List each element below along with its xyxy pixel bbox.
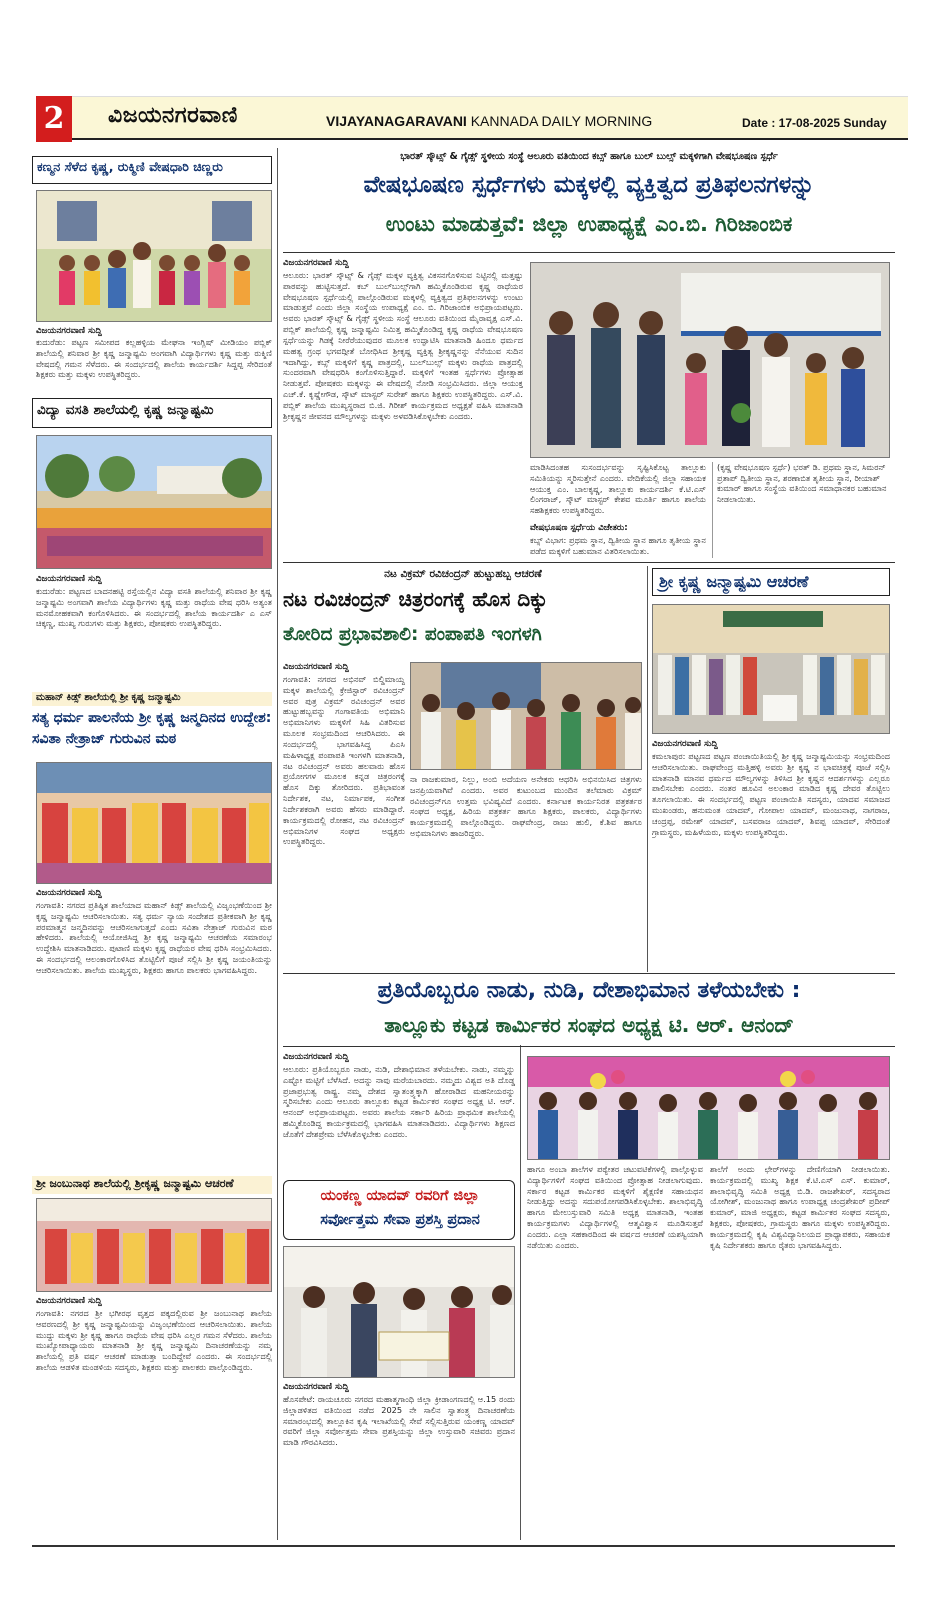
masthead-title-en: VIJAYANAGARAVANI bbox=[326, 113, 467, 129]
left-story-4-credit: ವಿಜಯನಗರವಾಣಿ ಸುದ್ದಿ bbox=[36, 1296, 102, 1306]
left-story-3-headline: ಸತ್ಯ ಧರ್ಮ ಪಾಲನೆಯ ಶ್ರೀ ಕೃಷ್ಣ ಜನ್ಮದಿನದ ಉದ್ದೇಶ: ಸವಿತಾ ನೇತ್ರಾಜ್ ಗುರುವಿನ ಮಠ bbox=[32, 710, 272, 747]
top-story-body-left: ಆಲೂರು: ಭಾರತ್ ಸ್ಕೌಟ್ಸ್ & ಗೈಡ್ಸ್ ಮಕ್ಕಳ ವ್ಯಕ್ತಿತ್ವ ವಿಕಸನಗೊಳಿಸುವ ನಿಟ್ಟಿನಲ್ಲಿ ಮತ್ತಷ್ಟು ಪಾಠವನ್ನು ಹುಟ್ಟಿಸುತ್ತದೆ. ಕಬ್ ಬುಲ್‌ಬುಲ್ಸ್‌ಗಾಗಿ ಹಮ್ಮಿಕೊಂಡಿರುವ ಕೃಷ್ಣ ರಾಧೆಯರ ವೇಷಭೂಷಣ ಸ್ಪರ್ಧೆಯಲ್ಲಿ ಪಾಲ್ಗೊಂಡಿರುವ ಮಕ್ಕಳಲ್ಲಿ ವ್ಯಕ್ತಿತ್ವದ ಪ್ರತಿಫಲನಗಳನ್ನು ಉಂಟು ಮಾಡುತ್ತವೆ ಎಂದು ಜಿಲ್ಲಾ ಸಂಸ್ಥೆಯ ಉಪಾಧ್ಯಕ್ಷೆ ಎಂ. ಬಿ. ಗಿರಿಜಾಂಬಿಕ ಅಭಿಪ್ರಾಯಪಟ್ಟರು. ಅವರು ಭಾರತ್ ಸ್ಕೌಟ್ಸ್ & ಗೈಡ್ಸ್ ಸ್ಥಳೀಯ ಸಂಸ್ಥೆ ಆಲೂರು ವತಿಯಿಂದ ಮೈರಾವೃಕ್ಷ ಎಸ್.ವಿ. ಪಬ್ಲಿಕ್ ಶಾಲೆಯಲ್ಲಿ ಕೃಷ್ಣ ಜನ್ಮಾಷ್ಟಮಿ ನಿಮಿತ್ತ ಹಮ್ಮಿಕೊಂಡಿದ್ದ ಕೃಷ್ಣ ರಾಧೆಯ ವೇಷಭೂಷಣ ಸ್ಪರ್ಧೆಯನ್ನು ಗಿಡಕ್ಕೆ ನೀರೆರೆಯುವುದರ ಮೂಲಕ ಉದ್ಘಾಟಿಸಿ ಮಾತನಾಡಿ ಹಿಂದೂ ಧರ್ಮದ ಮಹತ್ವ ಗ್ರಂಥ ಭಗವದ್ಗೀತೆ ಬೋಧಿಸಿದ ಶ್ರೀಕೃಷ್ಣ ವ್ಯಕ್ತಿತ್ವ ಶ್ರೀಕೃಷ್ಣನನ್ನು ನೆನೆಯುವ ಸುದಿನ ಇದಾಗಿದ್ದು, ಕಬ್ಸ್ ಮಕ್ಕಳಿಗೆ ಕೃಷ್ಣ ಪಾತ್ರದಲ್ಲಿ, ಬುಲ್‌ಬುಲ್ಸ್ ಮಕ್ಕಳು ರಾಧೆಯ ಪಾತ್ರದಲ್ಲಿ ಸುಂದರವಾಗಿ ವೇಷಧರಿಸಿ ಕಂಗೊಳಿಸುತ್ತಿದ್ದಾರೆ. ಮಕ್ಕಳಿಗೆ ಇಂತಹ ಸ್ಪರ್ಧೆಗಳು ಪ್ರೋತ್ಸಾಹ ನೀಡುತ್ತವೆ. ಪೋಷಕರು ಮಕ್ಕಳನ್ನು ಈ ವೇಷದಲ್ಲಿ ನೋಡಿ ಸಂಭ್ರಮಿಸಿದರು. ಜಿಲ್ಲಾ ಆಯುಕ್ತ ಎಚ್.ಕೆ. ಕೃಷ್ಣೇಗೌಡ, ಸ್ಕೌಟ್ ಮಾಸ್ಟರ್ ಸುರೇಶ್ ಹಾಗೂ ಶಿಕ್ಷಕರು ಉಪಸ್ಥಿತರಿದ್ದರು. ಎಸ್.ವಿ. ಪಬ್ಲಿಕ್ ಶಾಲೆಯ ಮುಖ್ಯಸ್ಥರಾದ ಬಿ.ಜಿ. ಗಿರೀಶ್ ಕಾರ್ಯಕ್ರಮದ ಅಧ್ಯಕ್ಷತೆ ವಹಿಸಿ ಮಾತನಾಡಿ ಶ್ರೀಕೃಷ್ಣನ ಜೀವನದ ಮೌಲ್ಯಗಳನ್ನು ಮಕ್ಕಳು ಅಳವಡಿಸಿಕೊಳ್ಳಬೇಕು ಎಂದರು. bbox=[283, 270, 523, 421]
column-divider bbox=[277, 148, 278, 1540]
top-story-body-middle: ಮಾಡಿಸಿದಂತಹ ಸುಸಂದರ್ಭವನ್ನು ಸೃಷ್ಟಿಸಿಕೊಟ್ಟ ತಾಲ್ಲೂಕು ಸಮಿತಿಯನ್ನು ಸ್ಮರಿಸುತ್ತೇನೆ ಎಂದರು. ವೇದಿಕೆಯಲ್ಲಿ ಜಿಲ್ಲಾ ಸಹಾಯಕ ಆಯುಕ್ತ ಎಂ. ಬಾಲಕೃಷ್ಣ, ತಾಲ್ಲೂಕು ಕಾರ್ಯದರ್ಶಿ ಕೆ.ಟಿ.ಎಸ್ ಲಿಂಗರಾಜ್, ಸ್ಕೌಟ್ ಮಾಸ್ಟರ್ ಕೇಶವ ಮೂರ್ತಿ ಹಾಗೂ ಶಾಲೆಯ ಸಹಶಿಕ್ಷಕರು ಉಪಸ್ಥಿತರಿದ್ದರು. bbox=[530, 462, 706, 516]
ravichandran-credit: ವಿಜಯನಗರವಾಣಿ ಸುದ್ದಿ bbox=[283, 662, 349, 672]
scouts-event-photo bbox=[530, 262, 890, 458]
winners-label: ವೇಷಭೂಷಣ ಸ್ಪರ್ಧೆಯ ವಿಜೇತರು: bbox=[530, 523, 628, 533]
award-ceremony-photo bbox=[283, 1246, 515, 1378]
pride-headline-line-1: ಪ್ರತಿಯೊಬ್ಬರೂ ನಾಡು, ನುಡಿ, ದೇಶಾಭಿಮಾನ ತಳೆಯಬೇಕು : bbox=[377, 978, 801, 1003]
left-story-4-headline: ಶ್ರೀ ಜಂಬುನಾಥ ಶಾಲೆಯಲ್ಲಿ ಶ್ರೀಕೃಷ್ಣ ಜನ್ಮಾಷ್ಟಮಿ ಆಚರಣೆ bbox=[32, 1176, 272, 1194]
panchayat-celebration-photo bbox=[652, 604, 890, 734]
top-story-body-middle-2: ಕಬ್ಸ್ ವಿಭಾಗ: ಪ್ರಥಮ ಸ್ಥಾನ, ದ್ವಿತೀಯ ಸ್ಥಾನ ಹಾಗೂ ತೃತೀಯ ಸ್ಥಾನ ಪಡೆದ ಮಕ್ಕಳಿಗೆ ಬಹುಮಾನ ವಿತರಿಸಲಾಯಿತು. bbox=[530, 535, 706, 556]
top-story-credit: ವಿಜಯನಗರವಾಣಿ ಸುದ್ದಿ bbox=[283, 258, 349, 268]
janmashtami-right-headline: ಶ್ರೀ ಕೃಷ್ಣ ಜನ್ಮಾಷ್ಟಮಿ ಆಚರಣೆ bbox=[652, 568, 890, 596]
left-story-3-credit: ವಿಜಯನಗರವಾಣಿ ಸುದ್ದಿ bbox=[36, 888, 102, 898]
ravichandran-body-right: ನಾ ರಾಜಕುಮಾರ, ನಿಲ್ಲು, ಅಂಬಿ ಅದೆಯಣ ಅನೇಕರು ಆಧರಿಸಿ ಅಭಿನಯಿಸಿದ ಚಿತ್ರಗಳು ಜನಪ್ರಿಯವಾಗಿವೆ ಎಂದರು. ಅವರ ಕುಟುಂಬದ ಮುಂದಿನ ತಲೆಮಾರು ವಿಕ್ರಮ್ ರವಿಚಂದ್ರನ್‌ಗೂ ಉತ್ತಮ ಭವಿಷ್ಯವಿದೆ ಎಂದರು. ಕರ್ನಾಟಕ ಕಾರ್ಯನಿರತ ಪತ್ರಕರ್ತರ ಸಂಘದ ಅಧ್ಯಕ್ಷ, ಹಿರಿಯ ಪತ್ರಕರ್ತ ಹಾಗೂ ಶಿಕ್ಷಕರು, ಪಾಲಕರು, ವಿದ್ಯಾರ್ಥಿಗಳು ಕಾರ್ಯಕ್ರಮದಲ್ಲಿ ಪಾಲ್ಗೊಂಡಿದ್ದರು. ರಾಘವೇಂದ್ರ, ರಾಜು ಹುಲಿ, ಕೆ.ಶಿವ ಹಾಗೂ ಅಭಿಮಾನಿಗಳು ಹಾಜರಿದ್ದರು. bbox=[410, 774, 642, 839]
vidya-school-photo bbox=[36, 435, 272, 569]
left-story-1-body: ಕುದುರೆಡು: ಪಟ್ಟಣ ಸಮೀಪದ ಕಲ್ಲಹಳ್ಳಿಯ ಮೇಘನಾ ಇಂಗ್ಲಿಷ್ ಮೀಡಿಯಂ ಪಬ್ಲಿಕ್ ಶಾಲೆಯಲ್ಲಿ ಶನಿವಾರ ಶ್ರೀ ಕೃಷ್ಣ ಜನ್ಮಾಷ್ಟಮಿ ಅಂಗವಾಗಿ ವಿದ್ಯಾರ್ಥಿಗಳು ಕೃಷ್ಣ ಮತ್ತು ರುಕ್ಮಿಣಿ ವೇಷದಲ್ಲಿ ಗಮನ ಸೆಳೆದರು. ಈ ಸಂದರ್ಭದಲ್ಲಿ ಶಾಲೆಯ ಕಾರ್ಯದರ್ಶಿ ಸಿದ್ದಪ್ಪ ಸೇರಿದಂತೆ ಶಿಕ್ಷಕರು ಮತ್ತು ಮಕ್ಕಳು ಉಪಸ್ಥಿತರಿದ್ದರು. bbox=[36, 337, 272, 380]
column-divider bbox=[520, 1045, 521, 1540]
divider bbox=[283, 252, 895, 253]
award-headline-line-2: ಸರ್ವೋತ್ತಮ ಸೇವಾ ಪ್ರಶಸ್ತಿ ಪ್ರದಾನ bbox=[320, 1212, 480, 1228]
ravichandran-headline-line-1: ನಟ ರವಿಚಂದ್ರನ್ ಚಿತ್ರರಂಗಕ್ಕೆ ಹೊಸ ದಿಕ್ಕು bbox=[283, 588, 548, 611]
top-story-headline-line-2: ಉಂಟು ಮಾಡುತ್ತವೆ: ಜಿಲ್ಲಾ ಉಪಾಧ್ಯಕ್ಷೆ ಎಂ.ಬಿ. ಗಿರಿಜಾಂಬಿಕ bbox=[385, 212, 793, 236]
left-story-3-body: ಗಂಗಾವತಿ: ನಗರದ ಪ್ರತಿಷ್ಠಿತ ಶಾಲೆಯಾದ ಮಹಾನ್ ಕಿಡ್ಸ್ ಶಾಲೆಯಲ್ಲಿ ವಿಜೃಂಭಣೆಯಿಂದ ಶ್ರೀ ಕೃಷ್ಣ ಜನ್ಮಾಷ್ಟಮಿ ಆಚರಿಸಲಾಯಿತು. ಸತ್ಯ ಧರ್ಮ ನ್ಯಾಯ ಸಂದೇಶದ ಪ್ರತೀಕವಾಗಿ ಶ್ರೀ ಕೃಷ್ಣ ಪರಮಾತ್ಮನ ಜನ್ಮದಿನವನ್ನು ಆಚರಿಸಲಾಗುತ್ತದೆ ಎಂದು ಸವಿತಾ ನೇತ್ರಾಜ್ ಗುರುವಿನ ಮಠ ಹೇಳಿದರು. ಶಾಲೆಯಲ್ಲಿ ಆಯೋಜಿಸಿದ್ದ ಶ್ರೀ ಕೃಷ್ಣ ಜನ್ಮಾಷ್ಟಮಿ ಆಚರಣೆಯ ಸಮಾರಂಭ ಉದ್ದೇಶಿಸಿ ಮಾತನಾಡಿದರು. ಪುಟಾಣಿ ಮಕ್ಕಳು ಕೃಷ್ಣ ರಾಧೆಯರ ವೇಷ ಧರಿಸಿ ಸಂಭ್ರಮಿಸಿದರು. ಈ ಸಂದರ್ಭದಲ್ಲಿ ಆಲಂಕಾರಗೊಳಿಸಿದ ತೊಟ್ಟಿಲಿಗೆ ಪೂಜೆ ಸಲ್ಲಿಸಿ ಶ್ರೀ ಕೃಷ್ಣ ಜಯಂತಿಯನ್ನು ಆಚರಿಸಲಾಯಿತು. ಶಾಲೆಯ ಮುಖ್ಯಸ್ಥರು, ಶಿಕ್ಷಕರು ಹಾಗೂ ಪಾಲಕರು ಭಾಗವಹಿಸಿದ್ದರು. bbox=[36, 900, 272, 975]
page-bottom-rule bbox=[32, 1545, 895, 1547]
column-divider bbox=[647, 566, 648, 972]
divider bbox=[283, 562, 895, 563]
masthead-title-english bbox=[326, 113, 652, 129]
pride-body-top: ಆಲೂರು: ಪ್ರತಿಯೊಬ್ಬರೂ ನಾಡು, ನುಡಿ, ದೇಶಾಭಿಮಾನ ತಳೆಯಬೇಕು. ನಾಡು, ನಮ್ಮನ್ನು ಎಷ್ಟೋ ಮಟ್ಟಿಗೆ ಬೆಳೆಸಿದೆ. ಅದನ್ನು ನಾವು ಮರೆಯಬಾರದು. ನಮ್ಮದು ವಿಶ್ವದ ಅತಿ ದೊಡ್ಡ ಪ್ರಜಾಪ್ರಭುತ್ವ ರಾಷ್ಟ್ರ. ನಮ್ಮ ದೇಶದ ಸ್ವಾತಂತ್ರ್ಯಕ್ಕಾಗಿ ಹೋರಾಡಿದ ಮಹನೀಯರನ್ನು ಸ್ಮರಿಸಬೇಕು ಎಂದು ಆಲೂರು ತಾಲ್ಲೂಕು ಕಟ್ಟಡ ಕಾರ್ಮಿಕರ ಸಂಘದ ಅಧ್ಯಕ್ಷ ಟಿ. ಆರ್. ಆನಂದ್ ಅಭಿಪ್ರಾಯಪಟ್ಟರು. ಅವರು ಶಾಲೆಯ ಸರ್ಕಾರಿ ಹಿರಿಯ ಪ್ರಾಥಮಿಕ ಶಾಲೆಯಲ್ಲಿ ಹಮ್ಮಿಕೊಂಡಿದ್ದ ಕಾರ್ಯಕ್ರಮದಲ್ಲಿ ಭಾಗವಹಿಸಿ ಮಾತನಾಡಿದರು. ವಿದ್ಯಾರ್ಥಿಗಳು ಶಿಕ್ಷಣದ ಜೊತೆಗೆ ದೇಶಪ್ರೇಮ ಬೆಳೆಸಿಕೊಳ್ಳಬೇಕು ಎಂದರು. bbox=[283, 1064, 515, 1139]
ravichandran-headline-line-2: ತೋರಿದ ಪ್ರಭಾವಶಾಲಿ: ಪಂಪಾಪತಿ ಇಂಗಳಗಿ bbox=[283, 624, 542, 645]
pride-body-middle: ಹಾಗೂ ಅಂಬಾ ಶಾಲೆಗಳ ಪಠ್ಯೇತರ ಚಟುವಟಿಕೆಗಳಲ್ಲಿ ಪಾಲ್ಗೊಳ್ಳುವ ವಿದ್ಯಾರ್ಥಿಗಳಿಗೆ ಸಂಘದ ವತಿಯಿಂದ ಪ್ರೋತ್ಸಾಹ ನೀಡಲಾಗುವುದು. ಸರ್ಕಾರ ಕಟ್ಟಡ ಕಾರ್ಮಿಕರ ಮಕ್ಕಳಿಗೆ ಶೈಕ್ಷಣಿಕ ಸಹಾಯಧನ ನೀಡುತ್ತಿದ್ದು ಅದನ್ನು ಸದುಪಯೋಗಪಡಿಸಿಕೊಳ್ಳಬೇಕು. ಶಾಲಾಭಿವೃದ್ಧಿ ಹಾಗೂ ಮೇಲುಸ್ತುವಾರಿ ಸಮಿತಿ ಅಧ್ಯಕ್ಷ ಮಾತನಾಡಿ, ಇಂತಹ ಕಾರ್ಯಕ್ರಮಗಳು ವಿದ್ಯಾರ್ಥಿಗಳಲ್ಲಿ ಆತ್ಮವಿಶ್ವಾಸ ಮೂಡಿಸುತ್ತವೆ ಎಂದರು. ಎಲ್ಲಾ ಸಹಕಾರದಿಂದ ಈ ವರ್ಷದ ಆಚರಣೆ ಯಶಸ್ವಿಯಾಗಿ ನಡೆಯಿತು ಎಂದರು. bbox=[527, 1164, 703, 1250]
top-story-kicker: ಭಾರತ್ ಸ್ಕೌಟ್ಸ್ & ಗೈಡ್ಸ್ ಸ್ಥಳೀಯ ಸಂಸ್ಥೆ ಆಲೂರು ವತಿಯಿಂದ ಕಬ್ಸ್ ಹಾಗೂ ಬುಲ್ ಬುಲ್ಸ್ ಮಕ್ಕಳಿಗಾಗಿ ವೇಷಭೂಷಣ ಸ್ಪರ್ಧೆ bbox=[400, 152, 778, 162]
left-story-1-credit: ವಿಜಯನಗರವಾಣಿ ಸುದ್ದಿ bbox=[36, 326, 102, 336]
left-story-2-body: ಕುದುರೆಡು: ಪಟ್ಟಣದ ಬಾದನಹಟ್ಟಿ ರಸ್ತೆಯಲ್ಲಿನ ವಿದ್ಯಾ ವಸತಿ ಶಾಲೆಯಲ್ಲಿ ಶನಿವಾರ ಶ್ರೀ ಕೃಷ್ಣ ಜನ್ಮಾಷ್ಟಮಿ ಅಂಗವಾಗಿ ಶಾಲೆಯ ವಿದ್ಯಾರ್ಥಿಗಳು ಕೃಷ್ಣ ಮತ್ತು ರಾಧೆಯ ವೇಷ ಧರಿಸಿ ಅತ್ಯಂತ ಮನಮೋಹಕವಾಗಿ ಕಂಗೊಳಿಸಿದರು. ಈ ಸಂದರ್ಭದಲ್ಲಿ ಶಾಲೆಯ ಕಾರ್ಯದರ್ಶಿ ಎ ಎಸ್ ಚಿಕ್ಕಣ್ಣ, ಮುಖ್ಯ ಗುರುಗಳು ಮತ್ತು ಶಿಕ್ಷಕರು, ಪೋಷಕರು ಉಪಸ್ಥಿತರಿದ್ದರು. bbox=[36, 586, 272, 629]
left-story-1-headline: ಕಣ್ಮನ ಸೆಳೆದ ಕೃಷ್ಣ, ರುಕ್ಮಿಣಿ ವೇಷಧಾರಿ ಚಿಣ್ಣರು bbox=[32, 156, 272, 184]
left-story-2-headline: ವಿದ್ಯಾ ವಸತಿ ಶಾಲೆಯಲ್ಲಿ ಕೃಷ್ಣ ಜನ್ಮಾಷ್ಟಮಿ bbox=[32, 398, 272, 428]
pride-event-photo bbox=[527, 1056, 890, 1160]
left-story-2-credit: ವಿಜಯನಗರವಾಣಿ ಸುದ್ದಿ bbox=[36, 574, 102, 584]
page-number: 2 bbox=[36, 96, 72, 142]
top-story-photo-caption: (ಕೃಷ್ಣ ವೇಷಭೂಷಣ ಸ್ಪರ್ಧೆ) ಭರತ್ ಡಿ. ಪ್ರಥಮ ಸ್ಥಾನ, ಸಿಮರನ್ ಪ್ರತಾಪ್ ದ್ವಿತೀಯ ಸ್ಥಾನ, ಶರಣಾಬಿತ ತೃತೀಯ ಸ್ಥಾನ, ರೀಯಾಶ್ ಕುಮಾರ್ ಹಾಗೂ ಸಂಸ್ಥೆಯ ವತಿಯಿಂದ ಸಮಾಧಾನಕರ ಬಹುಮಾನ ನೀಡಲಾಯಿತು. bbox=[712, 462, 890, 558]
kids-costume-photo bbox=[36, 190, 272, 322]
masthead-tagline: KANNADA DAILY MORNING bbox=[470, 113, 653, 129]
divider bbox=[283, 973, 895, 974]
left-story-3-kicker: ಮಹಾನ್ ಕಿಡ್ಸ್ ಶಾಲೆಯಲ್ಲಿ ಶ್ರೀ ಕೃಷ್ಣ ಜನ್ಮಾಷ್ಟಮಿ bbox=[32, 692, 272, 706]
ravichandran-body-left: ಗಂಗಾವತಿ: ನಗರದ ಅಭಿನವ್ ಬಿಲ್ಡಿಮಾಯ್ದ ಮಕ್ಕಳ ಶಾಲೆಯಲ್ಲಿ ಕ್ರೇಜಿಸ್ಟಾರ್ ರವಿಚಂದ್ರನ್ ಅವರ ಪುತ್ರ ವಿಕ್ರಮ್ ರವಿಚಂದ್ರನ್ ಅವರ ಹುಟ್ಟುಹಬ್ಬವನ್ನು ಗಂಗಾವತಿಯ ಅಭಿಮಾನಿ ಅಭಿಮಾನಿಗಳು ಮಕ್ಕಳಿಗೆ ಸಿಹಿ ವಿತರಿಸುವ ಮೂಲಕ ಸಂಭ್ರಮದಿಂದ ಆಚರಿಸಿದರು. ಈ ಸಂದರ್ಭದಲ್ಲಿ ಭಾಗವಹಿಸಿದ್ದ ಪಿಎಸಿ ಮಹಿಳಾಧ್ಯಕ್ಷ ಪಂಪಾಪತಿ ಇಂಗಳಗಿ ಮಾತನಾಡಿ, ನಟ ರವಿಚಂದ್ರನ್ ಅವರು ಹಲವಾರು ಹೊಸ ಪ್ರಯೋಗಗಳ ಮೂಲಕ ಕನ್ನಡ ಚಿತ್ರರಂಗಕ್ಕೆ ಹೊಸ ದಿಕ್ಕು ತೋರಿದರು. ಪ್ರತಿಭಾವಂತ ನಿರ್ದೇಶಕ, ನಟ, ನಿರ್ಮಾಪಕ, ಸಂಗೀತ ನಿರ್ದೇಶಕರಾಗಿ ಅವರು ಹೆಸರು ಮಾಡಿದ್ದಾರೆ. ಕಾರ್ಯಕ್ರಮದಲ್ಲಿ ರೋಹನ, ನಟ ರವಿಚಂದ್ರನ್ ಅಭಿಮಾನಿಗಳ ಸಂಘದ ಅಧ್ಯಕ್ಷರು ಉಪಸ್ಥಿತರಿದ್ದರು. bbox=[283, 674, 405, 847]
left-story-4-body: ಗಂಗಾವತಿ: ನಗರದ ಶ್ರೀ ಭಗೀರಥ ವೃತ್ತದ ಪಕ್ಕದಲ್ಲಿರುವ ಶ್ರೀ ಜಂಬುನಾಥ ಶಾಲೆಯ ಆವರಣದಲ್ಲಿ ಶ್ರೀ ಕೃಷ್ಣ ಜನ್ಮಾಷ್ಟಮಿಯನ್ನು ವಿಜೃಂಭಣೆಯಿಂದ ಆಚರಿಸಲಾಯಿತು. ಶಾಲೆಯ ಮುದ್ದು ಮಕ್ಕಳು ಶ್ರೀ ಕೃಷ್ಣ ಹಾಗೂ ರಾಧೆಯ ವೇಷ ಧರಿಸಿ ಎಲ್ಲರ ಗಮನ ಸೆಳೆದರು. ಶಾಲೆಯ ಮುಖ್ಯೋಪಾಧ್ಯಾಯರು ಮಾತನಾಡಿ ಶ್ರೀ ಕೃಷ್ಣ ಜನ್ಮಾಷ್ಟಮಿ ದಿನಾಚರಣೆಯನ್ನು ನಮ್ಮ ಶಾಲೆಯಲ್ಲಿ ಪ್ರತಿ ವರ್ಷ ಆಚರಣೆ ಮಾಡುತ್ತಾ ಬಂದಿದ್ದೇವೆ ಎಂದರು. ಈ ಸಂದರ್ಭದಲ್ಲಿ ಶಾಲೆಯ ಆಡಳಿತ ಮಂಡಳಿಯ ಸದಸ್ಯರು, ಶಿಕ್ಷಕರು ಮತ್ತು ಪಾಲಕರು ಪಾಲ್ಗೊಂಡಿದ್ದರು. bbox=[36, 1308, 272, 1373]
birthday-event-photo bbox=[410, 662, 642, 770]
award-body: ಹೊಸಪೇಟೆ: ರಾಯಚೂರು ನಗರದ ಮಹಾತ್ಮಗಾಂಧಿ ಜಿಲ್ಲಾ ಕ್ರೀಡಾಂಗಣದಲ್ಲಿ ಆ.15 ರಂದು ಜಿಲ್ಲಾಡಳಿತದ ವತಿಯಿಂದ ನಡೆದ 2025 ನೇ ಸಾಲಿನ ಸ್ವಾತಂತ್ರ್ಯ ದಿನಾಚರಣೆಯ ಸಮಾರಂಭದಲ್ಲಿ ತಾಲ್ಲೂಕಿನ ಕೃಷಿ ಇಲಾಖೆಯಲ್ಲಿ ಸೇವೆ ಸಲ್ಲಿಸುತ್ತಿರುವ ಯಂಕಣ್ಣ ಯಾದವ್ ರವರಿಗೆ ಜಿಲ್ಲಾ ಸರ್ವೋತ್ತಮ ಸೇವಾ ಪ್ರಶಸ್ತಿಯನ್ನು ಜಿಲ್ಲಾ ಉಸ್ತುವಾರಿ ಸಚಿವರು ಪ್ರದಾನ ಮಾಡಿ ಗೌರವಿಸಿದರು. bbox=[283, 1394, 515, 1448]
award-headline-line-1: ಯಂಕಣ್ಣ ಯಾದವ್ ರವರಿಗೆ ಜಿಲ್ಲಾ bbox=[320, 1188, 480, 1204]
divider bbox=[283, 1046, 895, 1047]
pride-credit: ವಿಜಯನಗರವಾಣಿ ಸುದ್ದಿ bbox=[283, 1052, 349, 1062]
award-credit: ವಿಜಯನಗರವಾಣಿ ಸುದ್ದಿ bbox=[283, 1382, 349, 1392]
janmashtami-right-body: ಕಮಲಾಪುರ: ಪಟ್ಟಣದ ಪಟ್ಟಣ ಪಂಚಾಯಿತಿಯಲ್ಲಿ ಶ್ರೀ ಕೃಷ್ಣ ಜನ್ಮಾಷ್ಟಮಿಯನ್ನು ಸಂಭ್ರಮದಿಂದ ಆಚರಿಸಲಾಯಿತು. ರಾಘವೇಂದ್ರ ಮತ್ತಿಹಳ್ಳಿ ಅವರು ಶ್ರೀ ಕೃಷ್ಣ ನ ಭಾವಚಿತ್ರಕ್ಕೆ ಪೂಜೆ ಸಲ್ಲಿಸಿ ಮಾತನಾಡಿ ಮಾನವ ಧರ್ಮದ ಮೌಲ್ಯಗಳನ್ನು ತಿಳಿಸಿದ ಶ್ರೀ ಕೃಷ್ಣನ ಆದರ್ಶಗಳನ್ನು ಎಲ್ಲರೂ ಪಾಲಿಸಬೇಕು ಎಂದರು. ನಂತರ ಹೂವಿನ ಅಲಂಕಾರ ಮಾಡಿದ ಕೃಷ್ಣ ದೇವರ ತೊಟ್ಟಿಲು ತೂಗಲಾಯಿತು. ಈ ಸಂದರ್ಭದಲ್ಲಿ ಪಟ್ಟಣ ಪಂಚಾಯಿತಿ ಸದಸ್ಯರು, ಯಾದವ ಸಮಾಜದ ಮುಖಂಡರು, ಹನುಮಂತ ಯಾದವ್, ಗೋಪಾಲ ಯಾದವ್, ಮಂಜುನಾಥ, ನಾಗರಾಜ, ಚಂದ್ರಪ್ಪ, ರಮೇಶ್ ಯಾದವ್, ಬಸವರಾಜ ಯಾದವ್, ಶಿವಪ್ಪ ಯಾದವ್, ಸೇರಿದಂತೆ ಗ್ರಾಮಸ್ಥರು, ಮಹಿಳೆಯರು, ಮಕ್ಕಳು ಉಪಸ್ಥಿತರಿದ್ದರು. bbox=[652, 751, 890, 837]
top-story-headline-line-1: ವೇಷಭೂಷಣ ಸ್ಪರ್ಧೆಗಳು ಮಕ್ಕಳಲ್ಲಿ ವ್ಯಕ್ತಿತ್ವದ ಪ್ರತಿಫಲನಗಳನ್ನು bbox=[363, 172, 815, 198]
mahan-kids-photo bbox=[36, 762, 272, 884]
janmashtami-right-credit: ವಿಜಯನಗರವಾಣಿ ಸುದ್ದಿ bbox=[652, 739, 718, 749]
masthead-date: Date : 17-08-2025 Sunday bbox=[742, 116, 887, 130]
pride-headline-line-2: ತಾಲ್ಲೂಕು ಕಟ್ಟಡ ಕಾರ್ಮಿಕರ ಸಂಘದ ಅಧ್ಯಕ್ಷ ಟಿ. ಆರ್. ಆನಂದ್ bbox=[384, 1014, 794, 1037]
ravichandran-kicker: ನಟ ವಿಕ್ರಮ್ ರವಿಚಂದ್ರನ್ ಹುಟ್ಟುಹಬ್ಬ ಆಚರಣೆ bbox=[384, 568, 542, 580]
pride-body-right: ಶಾಲೆಗೆ ಅಂದು ಛೇರ್‌ಗಳನ್ನು ದೇಣಿಗೆಯಾಗಿ ನೀಡಲಾಯಿತು. ಕಾರ್ಯಕ್ರಮದಲ್ಲಿ ಮುಖ್ಯ ಶಿಕ್ಷಕ ಕೆ.ಟಿ.ಎಸ್ ಎಸ್. ಕುಮಾರ್, ಶಾಲಾಭಿವೃದ್ಧಿ ಸಮಿತಿ ಅಧ್ಯಕ್ಷ ಬಿ.ಡಿ. ರಾಜಶೇಖರ್, ಸದಸ್ಯರಾದ ಯೋಗೀಶ್, ಮಂಜುನಾಥ ಹಾಗೂ ಉಪಾಧ್ಯಕ್ಷ ಚಂದ್ರಶೇಖರ್ ಪ್ರದೀಪ್ ಕುಮಾರ್, ಮಾಜಿ ಅಧ್ಯಕ್ಷರು, ಕಟ್ಟಡ ಕಾರ್ಮಿಕರ ಸಂಘದ ಸದಸ್ಯರು, ಶಿಕ್ಷಕರು, ಪೋಷಕರು, ಗ್ರಾಮಸ್ಥರು ಹಾಗೂ ಮಕ್ಕಳು ಉಪಸ್ಥಿತರಿದ್ದರು. ಕಾರ್ಯಕ್ರಮದಲ್ಲಿ ಕೃಷಿ ವಿಶ್ವವಿದ್ಯಾನಿಲಯದ ಪ್ರಾಧ್ಯಾಪಕರು, ಸಹಾಯಕ ಕೃಷಿ ನಿರ್ದೇಶಕರು ಹಾಗೂ ರೈತರು ಭಾಗವಹಿಸಿದ್ದರು. bbox=[710, 1164, 890, 1250]
jambunatha-school-photo bbox=[36, 1198, 272, 1292]
masthead-title-kannada: ವಿಜಯನಗರವಾಣಿ bbox=[108, 103, 238, 128]
